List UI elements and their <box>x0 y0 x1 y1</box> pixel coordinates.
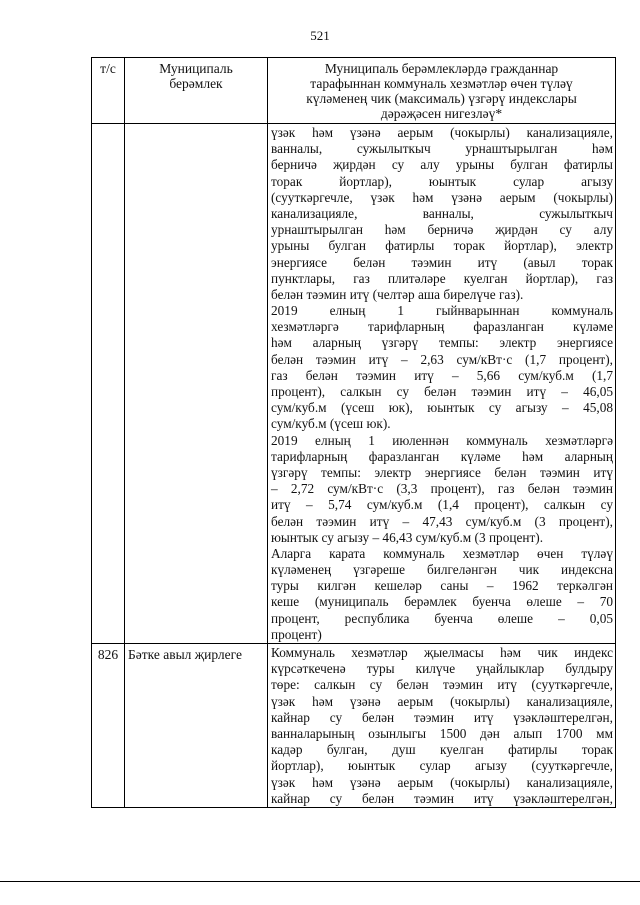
tariff-table <box>91 57 616 808</box>
text-line: кеше (муниципаль берәмлек буенча өлеше – 70 <box>271 594 613 610</box>
text-line: процент), салкын су белән тәэмин итү – 46,05 <box>271 384 613 399</box>
text-line: ванналарының озынлыгы 1500 дән алып 1700 мм <box>271 725 613 741</box>
row-municipality <box>125 124 268 644</box>
text-line: урнаштырылган һәм берничә җирдән су алу <box>271 222 613 238</box>
text-line: белән тәэмин итү – 47,43 сум/куб.м (3 процент), <box>271 513 613 529</box>
text-line: үзәк һәм үзәнә аерым (чокырлы) канализацияле, <box>271 693 613 709</box>
row-description <box>268 644 616 808</box>
text-line: 2019 елның 1 гыйнварыннан коммуналь <box>271 303 613 319</box>
header-indices-line: Муниципаль берәмлекләрдә гражданнар <box>324 61 559 76</box>
header-municipality <box>125 58 268 124</box>
text-line: сум/куб.м (үсеш юк). <box>271 416 391 432</box>
text-line: – 2,72 сум/кВт·с (3,3 процент), газ белән тәэмин <box>271 481 613 497</box>
text-line: (сууткәргечле, үзәк һәм үзәнә аерым (чокырлы) <box>271 189 613 205</box>
page-bottom-rule <box>0 881 640 882</box>
text-line: туры килгән кешеләр саны – 1962 теркәлгән <box>271 578 613 594</box>
row-municipality: Бәтке авыл җирлеге <box>125 644 268 808</box>
text-line: кайнар су белән тәэмин итү үзәкләштерелгән, <box>271 709 613 725</box>
header-municipality-line: берәмлек <box>169 76 223 91</box>
text-line: хезмәтләргә тарифларның фаразланган күләме <box>271 319 613 335</box>
table-header-row <box>92 58 616 124</box>
text-line: канализацияле, ванналы, сужылыткыч <box>271 205 613 221</box>
text-line: кадәр булган, душ куелган фатирлы торак <box>271 742 613 758</box>
text-line: энергиясе белән тәэмин итү (авыл торак <box>271 254 613 270</box>
text-line: йортлар), юынтык сулар агызу (сууткәргечле, <box>271 758 613 774</box>
text-line: кайнар су белән тәэмин итү үзәкләштерелгән, <box>271 790 613 806</box>
text-line: урыны булган фатирлы торак йортлар), электр <box>271 238 613 254</box>
text-line: 2019 елның 1 июленнән коммуналь хезмәтләргә <box>271 432 613 448</box>
header-indices-line: күләменең чик (максималь) үзгәрү индекслары <box>306 91 577 106</box>
header-municipality-line: Муниципаль <box>159 61 233 76</box>
text-line: үзәк һәм үзәнә аерым (чокырлы) канализацияле, <box>271 125 613 140</box>
header-indices-line: тарафыннан коммуналь хезмәтләр өчен түләү <box>310 76 573 91</box>
row-number: 826 <box>92 644 125 808</box>
header-indices <box>268 58 616 124</box>
text-line: Аларга карата коммуналь хезмәтләр өчен түләү <box>271 545 613 561</box>
text-line: ванналы, сужылыткыч урнаштырылган һәм <box>271 141 613 157</box>
text-line: төре: салкын су белән тәэмин итү (сууткәргечле, <box>271 677 613 693</box>
text-line: газ белән тәэмин итү – 5,66 сум/куб.м (1,7 <box>271 367 613 383</box>
table-row <box>92 644 616 808</box>
text-line: торак йортлар), юынтык сулар агызу <box>271 173 613 189</box>
text-line: үзгәрү темпы: электр энергиясе белән тәэмин итү <box>271 464 613 480</box>
text-line: үзәк һәм үзәнә аерым (чокырлы) канализацияле, <box>271 774 613 790</box>
text-line: һәм аларның үзгәрү темпы: электр энергиясе <box>271 335 613 351</box>
text-line: күләменең үзгәреше билгеләнгән чик индексна <box>271 562 613 578</box>
text-line: процент, республика буенча өлеше – 0,05 <box>271 610 613 626</box>
table-row <box>92 124 616 644</box>
text-line: юынтык су агызу – 46,43 сум/куб.м (3 процент). <box>271 529 544 545</box>
text-line: берничә җирдән су алу урыны булган фатирлы <box>271 157 613 173</box>
text-line: белән тәэмин итү – 2,63 сум/кВт·с (1,7 процент), <box>271 351 613 367</box>
row-number <box>92 124 125 644</box>
header-num: т/с <box>92 58 125 124</box>
page-number: 521 <box>310 28 330 43</box>
text-line: процент) <box>271 626 322 642</box>
row-description <box>268 124 616 644</box>
header-indices-line: дәрәҗәсен нигезләү* <box>380 106 503 121</box>
text-line: Коммуналь хезмәтләр җыелмасы һәм чик индекс <box>271 645 613 660</box>
text-line: сум/куб.м (үсеш юк), юынтык су агызу – 45,08 <box>271 400 613 416</box>
text-line: пунктлары, газ плитәләре куелган йортлар), газ <box>271 270 613 286</box>
text-line: күрсәткеченә туры килүче уңайлыклар булдыру <box>271 661 613 677</box>
text-line: итү – 5,74 сум/куб.м (1,4 процент), салкын су <box>271 497 613 513</box>
text-line: тарифларның фаразланган күләме һәм аларның <box>271 448 613 464</box>
text-line: белән тәэмин итү (челтәр аша бирелүче газ). <box>271 286 524 302</box>
